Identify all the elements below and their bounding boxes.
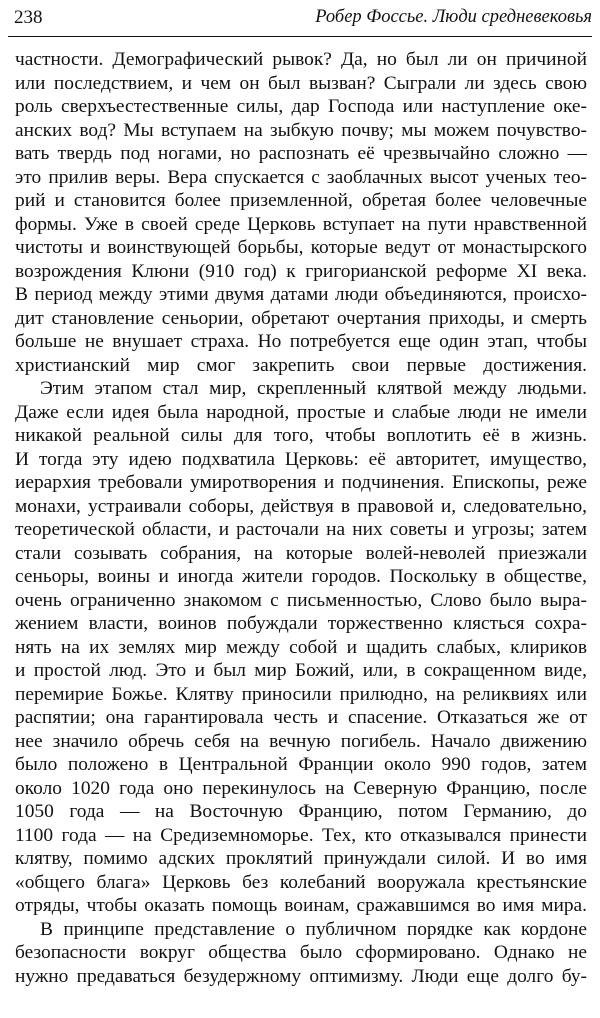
- text-line: иерархия требовали умиротворения и подчинения. Епископы, реже: [15, 472, 587, 493]
- text-line: вать твердь под ногами, но распознать её чрезвычайно сложно —: [15, 143, 587, 164]
- text-line: 1050 года — на Восточную Францию, потом Германию, до: [15, 801, 587, 822]
- text-line: или последствием, и чем он был вызван? Сыграли ли здесь свою: [15, 72, 587, 94]
- text-line: было положено в Центральной Франции около 990 годов, затем: [15, 754, 587, 775]
- paragraph: [15, 918, 587, 989]
- text-line: это прилив веры. Вера спускается с заоблачных высот ученых тео-: [15, 166, 587, 188]
- text-line: «общего блага» Церковь без колебаний вооружала крестьянские: [15, 871, 587, 893]
- paragraph: [15, 48, 587, 377]
- text-line: перемирие Божье. Клятву приносили прилюдно, на реликвиях или: [15, 683, 587, 705]
- text-line: теоретической области, и расточали на них советы и угрозы; затем: [15, 519, 587, 540]
- text-line: стали созывать собрания, на которые волей-неволей приезжали: [15, 542, 587, 564]
- text-line: жением власти, воинов побуждали торжественно клясться сохра-: [15, 613, 587, 634]
- text-line: сеньоры, воины и иногда жители городов. Поскольку в обществе,: [15, 566, 587, 587]
- text-line: чистоты и воинствующей борьбы, которые ведут от монастырского: [15, 237, 587, 258]
- text-line: 1100 года — на Средиземноморье. Тех, кто отказывался принести: [15, 824, 587, 846]
- text-line: отряды, чтобы оказать помощь воинам, сражавшимся во имя мира.: [15, 895, 587, 916]
- text-line: клятву, помимо адских проклятий принуждали силой. И во имя: [15, 848, 587, 869]
- text-line: больше не внушает страха. Но потребуется еще один этап, чтобы: [15, 331, 587, 352]
- text-line: нее значило обречь себя на вечную погибель. Начало движению: [15, 730, 587, 752]
- text-line: христианский мир смог закрепить свои первые достижения.: [15, 354, 587, 376]
- paragraph: [15, 377, 587, 918]
- text-line: нужно предаваться безудержному оптимизму. Люди еще долго бу-: [15, 965, 587, 987]
- text-line: формы. Уже в своей среде Церковь вступает на пути нравственной: [15, 213, 587, 235]
- text-line: анских вод? Мы вступаем на зыбкую почву; мы можем почувство-: [15, 119, 587, 141]
- text-line: дит становление сеньории, обретают очертания приходы, и смерть: [15, 307, 587, 329]
- text-line: монахи, устраивали соборы, действуя в правовой и, следовательно,: [15, 495, 587, 517]
- page-header: [8, 0, 592, 37]
- text-line: нять на их землях мир между собой и щадить слабых, клириков: [15, 636, 587, 658]
- text-line: частности. Демографический рывок? Да, но был ли он причиной: [15, 49, 587, 70]
- text-line: В период между этими двумя датами люди объединяются, происхо-: [15, 284, 587, 305]
- page-number: 238: [14, 7, 43, 28]
- text-line: очень ограниченно знакомом с письменностью, Слово было выра-: [15, 589, 587, 611]
- text-line: роль сверхъестественные силы, дар Господа или наступление оке-: [15, 96, 587, 117]
- body-text: [15, 48, 587, 988]
- text-line: В принципе представление о публичном порядке как кордоне: [40, 918, 587, 940]
- text-line: около 1020 года оно перекинулось на Северную Францию, после: [15, 777, 587, 799]
- text-line: и простой люд. Это и был мир Божий, или, в сокращенном виде,: [15, 660, 587, 681]
- text-line: Этим этапом стал мир, скрепленный клятвой между людьми.: [40, 378, 587, 399]
- text-line: рий и становится более приземленной, обретая более человечные: [15, 190, 587, 211]
- text-line: возрождения Клюни (910 год) к григорианской реформе XI века.: [15, 260, 587, 282]
- text-line: Даже если идея была народной, простые и слабые люди не имели: [15, 401, 587, 423]
- running-title: Робер Фоссье. Люди средневековья: [315, 7, 592, 27]
- text-line: распятии; она гарантировала честь и спасение. Отказаться же от: [15, 707, 587, 728]
- text-line: никакой реальной силы для того, чтобы воплотить её в жизнь.: [15, 425, 587, 446]
- text-line: И тогда эту идею подхватила Церковь: её авторитет, имущество,: [15, 448, 587, 470]
- text-line: безопасности вокруг общества было сформировано. Однако не: [15, 942, 587, 963]
